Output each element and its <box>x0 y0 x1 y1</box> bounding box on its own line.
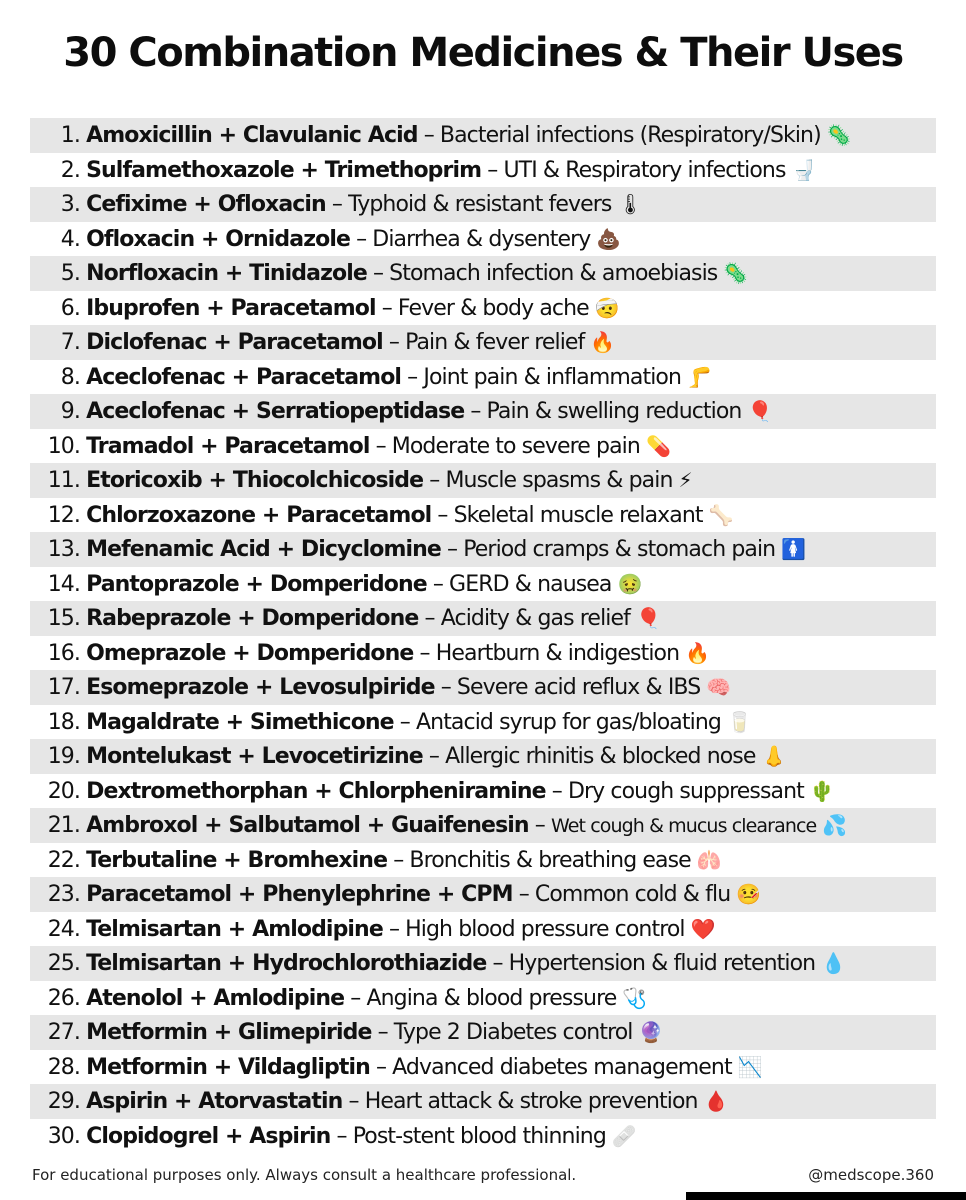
medicine-use: Antacid syrup for gas/bloating <box>416 709 721 735</box>
stethoscope-icon: 🩺 <box>622 985 648 1010</box>
medicine-use: Post-stent blood thinning <box>352 1123 606 1149</box>
medicine-use: Pain & swelling reduction <box>486 399 742 424</box>
medicine-use: Bronchitis & breathing ease <box>409 847 691 873</box>
separator-dash: – <box>377 1020 388 1045</box>
separator-dash: – <box>393 847 404 873</box>
item-number: 1. <box>60 123 80 148</box>
item-number: 20. <box>47 778 80 804</box>
list-item <box>30 877 936 912</box>
medicine-use: Skeletal muscle relaxant <box>453 502 703 528</box>
medicine-name: Montelukast + Levocetirizine <box>86 744 423 769</box>
medicine-name: Norfloxacin + Tinidazole <box>86 261 367 286</box>
separator-dash: – <box>437 502 448 528</box>
item-number: 13. <box>47 537 80 562</box>
lightning-icon: ⚡ <box>678 468 693 492</box>
item-number: 19. <box>47 744 80 769</box>
separator-dash: – <box>419 640 430 666</box>
item-number: 29. <box>47 1089 80 1114</box>
medicine-name: Clopidogrel + Aspirin <box>86 1123 331 1149</box>
list-item <box>30 429 936 464</box>
list-item <box>30 774 936 809</box>
list-item <box>30 463 936 498</box>
item-number: 23. <box>47 882 80 907</box>
microbe-icon: 🦠 <box>826 123 852 147</box>
medicine-use: Stomach infection & amoebiasis <box>389 261 718 286</box>
medicine-name: Aspirin + Atorvastatin <box>86 1089 343 1114</box>
microbe-icon: 🦠 <box>723 261 749 285</box>
list-item <box>30 532 936 567</box>
medicine-name: Dextromethorphan + Chlorpheniramine <box>86 778 546 804</box>
separator-dash: – <box>388 330 399 355</box>
separator-dash: – <box>440 675 451 700</box>
separator-dash: – <box>551 778 562 804</box>
medicine-name: Esomeprazole + Levosulpiride <box>86 675 435 700</box>
separator-dash: – <box>423 123 434 148</box>
medicine-use: Muscle spasms & pain <box>445 468 673 493</box>
list-item <box>30 394 936 429</box>
heart-icon: ❤️ <box>690 916 716 941</box>
disclaimer-text: For educational purposes only. Always consult a healthcare professional. <box>32 1166 577 1184</box>
item-number: 22. <box>47 847 80 873</box>
medicine-name: Amoxicillin + Clavulanic Acid <box>86 123 418 148</box>
list-item <box>30 187 936 222</box>
list-item <box>30 670 936 705</box>
medicine-use: Acidity & gas relief <box>440 606 630 631</box>
pill-icon: 💊 <box>645 433 671 458</box>
item-number: 30. <box>47 1123 80 1149</box>
list-item <box>30 705 936 740</box>
list-item <box>30 118 936 153</box>
bandage-icon: 🩹 <box>611 1123 637 1148</box>
item-number: 24. <box>47 916 80 942</box>
medicine-use: Joint pain & inflammation <box>423 364 682 390</box>
item-number: 15. <box>47 606 80 631</box>
orb-icon: 🔮 <box>638 1020 664 1044</box>
list-item <box>30 222 936 257</box>
medicine-use: Diarrhea & dysentery <box>372 226 591 252</box>
medicine-name: Ofloxacin + Ornidazole <box>86 226 350 252</box>
list-item <box>30 1119 936 1154</box>
medicine-use: Hypertension & fluid retention <box>508 951 816 976</box>
list-item <box>30 636 936 671</box>
item-number: 7. <box>60 330 80 355</box>
fire-icon: 🔥 <box>685 640 711 665</box>
item-number: 17. <box>47 675 80 700</box>
item-number: 14. <box>47 571 80 597</box>
medicine-name: Diclofenac + Paracetamol <box>86 330 383 355</box>
list-item <box>30 291 936 326</box>
separator-dash: – <box>487 157 498 183</box>
medicine-use: Wet cough & mucus clearance <box>550 815 817 837</box>
medicine-name: Tramadol + Paracetamol <box>86 433 370 459</box>
list-item <box>30 946 936 981</box>
medicine-name: Metformin + Glimepiride <box>86 1020 372 1045</box>
medicine-use: UTI & Respiratory infections <box>503 157 786 183</box>
list-item <box>30 808 936 843</box>
sick-face-icon: 🤒 <box>736 882 762 906</box>
droplets-icon: 💦 <box>822 813 848 837</box>
separator-dash: – <box>350 985 361 1011</box>
item-number: 26. <box>47 985 80 1011</box>
medicine-use: Dry cough suppressant <box>568 778 804 804</box>
medicine-use: Allergic rhinitis & blocked nose <box>445 744 756 769</box>
separator-dash: – <box>381 295 392 321</box>
item-number: 8. <box>60 364 80 390</box>
list-item <box>30 360 936 395</box>
list-item <box>30 843 936 878</box>
item-number: 27. <box>47 1020 80 1045</box>
item-number: 4. <box>60 226 80 252</box>
brain-icon: 🧠 <box>706 675 732 699</box>
medicine-use: Heartburn & indigestion <box>435 640 680 666</box>
medicine-name: Telmisartan + Amlodipine <box>86 916 383 942</box>
medicine-name: Ibuprofen + Paracetamol <box>86 295 376 321</box>
medicine-use: High blood pressure control <box>405 916 685 942</box>
medicine-list <box>30 118 936 1153</box>
medicine-name: Metformin + Vildagliptin <box>86 1054 370 1080</box>
medicine-name: Rabeprazole + Domperidone <box>86 606 419 631</box>
injured-face-icon: 🤕 <box>594 295 620 320</box>
item-number: 10. <box>47 433 80 459</box>
medicine-name: Atenolol + Amlodipine <box>86 985 345 1011</box>
medicine-use: Common cold & flu <box>534 882 731 907</box>
medicine-use: Angina & blood pressure <box>366 985 617 1011</box>
medicine-name: Terbutaline + Bromhexine <box>86 847 388 873</box>
item-number: 11. <box>47 468 80 493</box>
separator-dash: – <box>428 744 439 769</box>
item-number: 28. <box>47 1054 80 1080</box>
item-number: 2. <box>60 157 80 183</box>
chart-decreasing-icon: 📉 <box>737 1054 763 1079</box>
list-item <box>30 1084 936 1119</box>
separator-dash: – <box>399 709 410 735</box>
separator-dash: – <box>534 813 545 838</box>
medicine-use: Moderate to severe pain <box>391 433 640 459</box>
medicine-name: Omeprazole + Domperidone <box>86 640 414 666</box>
medicine-name: Aceclofenac + Serratiopeptidase <box>86 399 465 424</box>
item-number: 3. <box>60 192 80 217</box>
medicine-use: Bacterial infections (Respiratory/Skin) <box>439 123 821 148</box>
medicine-use: Advanced diabetes management <box>392 1054 732 1080</box>
list-item <box>30 981 936 1016</box>
list-item <box>30 498 936 533</box>
medicine-use: Severe acid reflux & IBS <box>456 675 701 700</box>
medicine-name: Paracetamol + Phenylephrine + CPM <box>86 882 513 907</box>
bottom-bar <box>686 1192 966 1200</box>
separator-dash: – <box>432 571 443 597</box>
list-item <box>30 1015 936 1050</box>
nauseated-face-icon: 🤢 <box>617 571 643 596</box>
fire-icon: 🔥 <box>590 330 616 354</box>
balloon-icon: 🎈 <box>747 399 773 423</box>
item-number: 16. <box>47 640 80 666</box>
medicine-name: Magaldrate + Simethicone <box>86 709 394 735</box>
medicine-name: Pantoprazole + Domperidone <box>86 571 427 597</box>
medicine-name: Cefixime + Ofloxacin <box>86 192 326 217</box>
glass-icon: 🥛 <box>726 709 752 734</box>
blood-drop-icon: 🩸 <box>703 1089 729 1113</box>
medicine-name: Mefenamic Acid + Dicyclomine <box>86 537 441 562</box>
medicine-use: Fever & body ache <box>397 295 589 321</box>
item-number: 21. <box>47 813 80 838</box>
item-number: 9. <box>60 399 80 424</box>
separator-dash: – <box>356 226 367 252</box>
list-item <box>30 601 936 636</box>
medicine-use: Typhoid & resistant fevers <box>348 192 612 217</box>
item-number: 12. <box>47 502 80 528</box>
medicine-name: Chlorzoxazone + Paracetamol <box>86 502 432 528</box>
thermometer-icon: 🌡 <box>617 192 643 216</box>
item-number: 5. <box>60 261 80 286</box>
list-item <box>30 256 936 291</box>
separator-dash: – <box>331 192 343 217</box>
medicine-name: Ambroxol + Salbutamol + Guaifenesin <box>86 813 529 838</box>
list-item <box>30 1050 936 1085</box>
separator-dash: – <box>388 916 400 942</box>
separator-dash: – <box>375 1054 387 1080</box>
separator-dash: – <box>429 468 440 493</box>
toilet-icon: 🚽 <box>791 157 817 182</box>
medicine-use: Period cramps & stomach pain <box>463 537 776 562</box>
medicine-use: Type 2 Diabetes control <box>393 1020 633 1045</box>
separator-dash: – <box>336 1123 347 1149</box>
list-item <box>30 912 936 947</box>
separator-dash: – <box>447 537 458 562</box>
medicine-use: Pain & fever relief <box>405 330 585 355</box>
medicine-name: Telmisartan + Hydrochlorothiazide <box>86 951 487 976</box>
list-item <box>30 153 936 188</box>
account-handle: @medscope.360 <box>808 1166 934 1184</box>
bone-icon: 🦴 <box>708 502 734 527</box>
medicine-use: Heart attack & stroke prevention <box>364 1089 698 1114</box>
nose-icon: 👃 <box>761 744 787 768</box>
medicine-name: Etoricoxib + Thiocolchicoside <box>86 468 424 493</box>
droplet-icon: 💧 <box>821 951 847 975</box>
separator-dash: – <box>424 606 435 631</box>
balloon-icon: 🎈 <box>635 606 661 630</box>
separator-dash: – <box>518 882 529 907</box>
list-item <box>30 567 936 602</box>
cactus-icon: 🌵 <box>809 778 835 803</box>
item-number: 25. <box>47 951 80 976</box>
page-title: 30 Combination Medicines & Their Uses <box>63 30 903 76</box>
list-item <box>30 739 936 774</box>
medicine-name: Aceclofenac + Paracetamol <box>86 364 402 390</box>
lungs-icon: 🫁 <box>696 847 722 872</box>
medicine-name: Sulfamethoxazole + Trimethoprim <box>86 157 482 183</box>
leg-icon: 🦵 <box>687 364 712 389</box>
item-number: 18. <box>47 709 80 735</box>
separator-dash: – <box>348 1089 359 1114</box>
separator-dash: – <box>492 951 503 976</box>
poop-icon: 💩 <box>596 226 622 251</box>
item-number: 6. <box>60 295 80 321</box>
medicine-use: GERD & nausea <box>449 571 612 597</box>
list-item <box>30 325 936 360</box>
separator-dash: – <box>470 399 481 424</box>
separator-dash: – <box>372 261 384 286</box>
womens-sign-icon: 🚺 <box>781 537 807 561</box>
separator-dash: – <box>375 433 386 459</box>
separator-dash: – <box>407 364 418 390</box>
